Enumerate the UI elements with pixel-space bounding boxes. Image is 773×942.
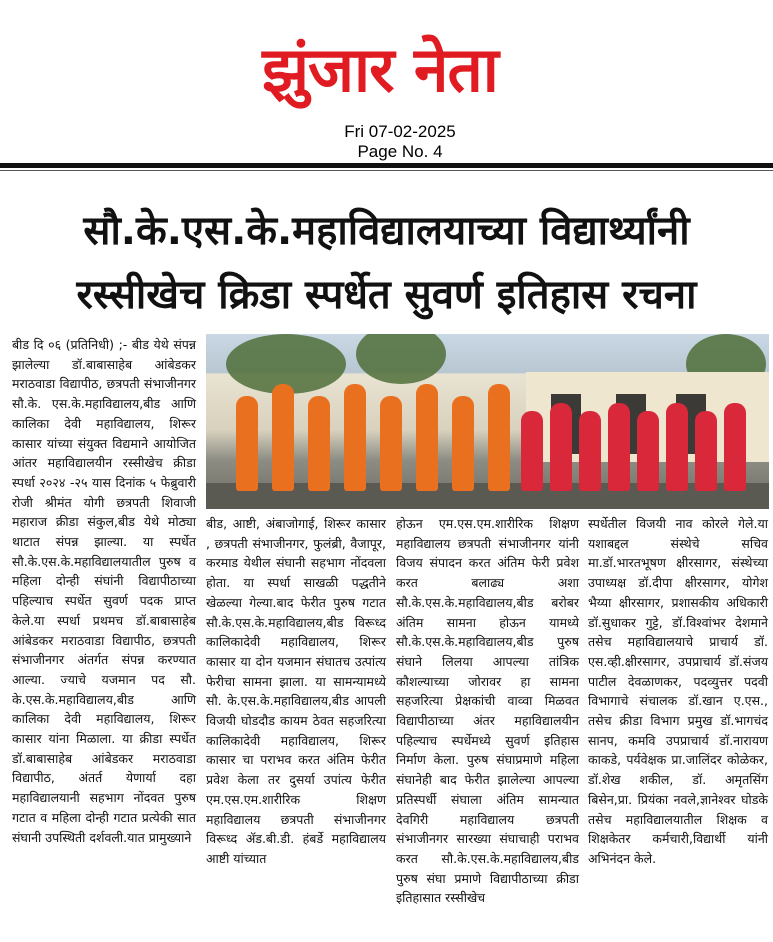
article-column-1 <box>12 335 196 847</box>
headline-line-1: सौ.के.एस.के.महाविद्यालयाच्या विद्यार्थ्यांनी <box>83 208 690 254</box>
photo-person <box>521 411 543 491</box>
masthead-divider <box>0 163 773 168</box>
page-number: Page No. 4 <box>357 142 443 161</box>
photo-person <box>550 403 572 491</box>
article-text-1: बीड दि ०६ (प्रतिनिधी) ;- बीड येथे संपन्न झालेल्या डॉ.बाबासाहेब आंबेडकर मराठवाडा विद्यापीठ, छत्रपती संभाजीनगर सौ.के. एस.के.महाविद्यालय,बीड आणि कालिका देवी महाविद्यालय, शिरूर कासार यांच्या संयुक्त विद्यमाने आयोजित आंतर महाविद्यालयीन रस्सीखेच क्रीडा स्पर्धा २०२४ -२५ यास दिनांक ५ फेब्रुवारी रोजी श्रीमंत योगी छत्रपती शिवाजी महाराज क्रीडा संकुल,बीड येथे मोठ्या थाटात संपन्न झाल्या. या स्पर्धेत सौ.के.एस.के.महाविद्यालयातील पुरुष व महिला दोन्ही संघांनी विद्यापीठाच्या पहिल्याच स्पर्धेत सुवर्ण पदक प्राप्त केले.या स्पर्धा प्रथमच डॉ.बाबासाहेब आंबेडकर मराठवाडा विद्यापीठ, छत्रपती संभाजीनगर अंतर्गत संपन्न करण्यात आल्या. ज्याचे यजमान पद सौ. के.एस.के.महाविद्यालय,बीड आणि कालिका देवी महाविद्यालय, शिरूर कासार यांना मिळाला. या क्रीडा स्पर्धेत डॉ.बाबासाहेब आंबेडकर मराठवाडा विद्यापीठ, अंतर्त येणार्या दहा महाविद्यालयानी सहभाग नोंदवत पुरुष गटात व महिला दोन्ही गटात प्रत्येकी सात संघानी उपस्थिती दर्शवली.यात प्रामुख्याने <box>12 337 196 845</box>
photo-person <box>452 396 474 491</box>
article-column-4 <box>588 514 768 869</box>
headline-line-2: रस्सीखेच क्रिडा स्पर्धेत सुवर्ण इतिहास रचना <box>76 272 697 318</box>
photo-person <box>637 411 659 491</box>
photo-person <box>308 396 330 491</box>
photo-person <box>236 396 258 491</box>
masthead <box>0 0 773 170</box>
team-photo <box>206 334 769 509</box>
photo-tree <box>356 334 446 384</box>
issue-date: Fri 07-02-2025 <box>344 122 456 141</box>
photo-person <box>416 384 438 491</box>
photo-person <box>344 384 366 491</box>
masthead-divider-thin <box>0 170 773 171</box>
photo-person <box>666 403 688 491</box>
photo-person <box>579 411 601 491</box>
article-column-2 <box>206 514 386 869</box>
photo-person <box>695 411 717 491</box>
photo-person <box>380 396 402 491</box>
article-text-3: होऊन एम.एस.एम.शारीरिक शिक्षण महाविद्यालय छत्रपती संभाजीनगर यांनी विजय संपादन करत अंतिम फेरी प्रवेश करत बलाढ्य अशा सौ.के.एस.के.महाविद्यालय,बीड बरोबर अंतिम सामना होऊन यामध्ये सौ.के.एस.के.महाविद्यालय,बीड पुरुष संघाने लिलया आपल्या तांत्रिक कौशल्याच्या जोरावर हा सामना सहजरित्या प्रेक्षकांची वाव्वा मिळवत विद्यापीठाच्या अंतर महाविद्यालयीन पहिल्याच स्पर्धेमध्ये सुवर्ण इतिहास निर्माण केला. पुरुष संघाप्रमाणे महिला संघानेही बाद फेरीत झालेल्या आपल्या प्रतिस्पर्धी संघाला अंतिम सामन्यात देवगिरी महाविद्यालय छत्रपती संभाजीनगर सारख्या संघाचाही पराभव करत सौ.के.एस.के.महाविद्यालय,बीड पुरुष संघा प्रमाणे विद्यापीठाच्या क्रीडा इतिहासात रस्सीखेच <box>396 516 579 906</box>
photo-person <box>272 384 294 491</box>
newspaper-logo: झुंजार नेता <box>262 33 498 106</box>
article-column-3 <box>396 514 579 908</box>
article-text-4: स्पर्धेतील विजयी नाव कोरले गेले.या यशाबद्दल संस्थेचे सचिव मा.डॉ.भारतभूषण क्षीरसागर, संस्थेच्या उपाध्यक्ष डॉ.दीपा क्षीरसागर, योगेश भैय्या क्षीरसागर, प्रशासकीय अधिकारी डॉ.सुधाकर गुट्टे, डॉ.विश्वांभर देशमाने तसेच महाविद्यालयाचे प्राचार्य डॉ. एस.व्ही.क्षीरसागर, उपप्राचार्य डॉ.संजय पाटील देवळाणकर, पदव्युत्तर पदवी विभागाचे संचालक डॉ.खान ए.एस., तसेच क्रीडा विभाग प्रमुख डॉ.भागचंद सानप, कमवि उपप्राचार्य डॉ.नारायण काकडे, पर्यवेक्षक प्रा.जालिंदर कोळेकर, डॉ.शेख शकील, डॉ. अमृतसिंग बिसेन,प्रा. प्रियंका नवले,ज्ञानेश्वर घोडके तसेच महाविद्यालयातील शिक्षक व शिक्षकेतर कर्मचारी,विद्यार्थी यांनी अभिनंदन केले. <box>588 516 768 866</box>
photo-person <box>724 403 746 491</box>
photo-person <box>488 384 510 491</box>
photo-person <box>608 403 630 491</box>
article-text-2: बीड, आष्टी, अंबाजोगाई, शिरूर कासार , छत्रपती संभाजीनगर, फुलंब्री, वैजापूर, करमाड येथील संघानी सहभाग नोंदवला होता. या स्पर्धा साखळी पद्धतीने खेळल्या गेल्या.बाद फेरीत पुरुष गटात सौ.के.एस.के.महाविद्यालय,बीड विरूध्द कालिकादेवी महाविद्यालय, शिरूर कासार या दोन यजमान संघातच उत्पांत्य फेरीचा सामना झाला. या सामन्यामध्ये सौ. के.एस.के.महाविद्यालय,बीड आपली विजयी घोडदौड कायम ठेवत सहजरित्या कालिकादेवी महाविद्यालय, शिरूर कासार चा पराभव करत अंतिम फेरीत प्रवेश केला तर दुसर्या उपांत्य फेरीत एम.एस.एम.शारीरिक शिक्षण महाविद्यालय छत्रपती संभाजीनगर विरूध्द ॲड.बी.डी. हंबर्डे महाविद्यालय आष्टी यांच्यात <box>206 516 386 866</box>
